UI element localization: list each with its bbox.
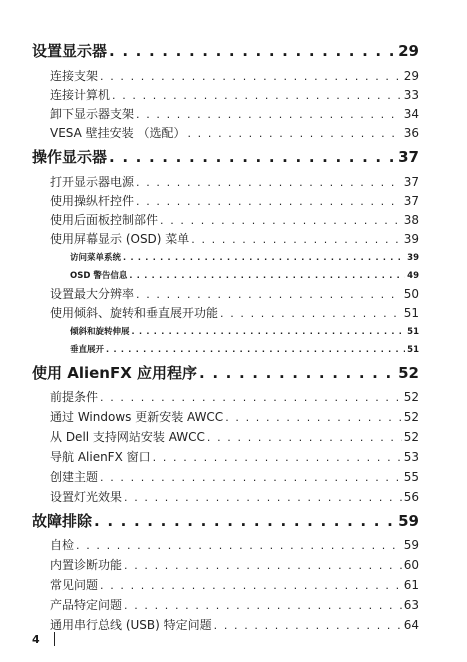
toc-entry-title: 故障排除 xyxy=(32,512,93,530)
leader-dots xyxy=(100,391,402,404)
page-number: 4 xyxy=(32,632,40,646)
toc-entry-page: 64 xyxy=(403,618,419,632)
toc-entry-section[interactable] xyxy=(32,67,419,84)
toc-entry-section[interactable] xyxy=(32,285,419,302)
leader-dots xyxy=(191,233,401,246)
toc-entry-page: 59 xyxy=(398,512,419,530)
leader-dots xyxy=(160,214,402,227)
leader-dots xyxy=(136,176,402,189)
leader-dots xyxy=(199,364,396,382)
toc-entry-title: 操作显示器 xyxy=(32,148,108,166)
leader-dots xyxy=(136,108,402,121)
toc-entry-page: 61 xyxy=(403,578,419,592)
toc-entry-page: 60 xyxy=(403,558,419,572)
leader-dots xyxy=(132,327,406,336)
leader-dots xyxy=(100,579,402,592)
leader-dots xyxy=(207,431,402,444)
toc-entry-page: 51 xyxy=(407,345,419,355)
toc-entry-page: 53 xyxy=(403,450,419,464)
toc-entry-page: 50 xyxy=(403,287,419,301)
toc-entry-page: 37 xyxy=(403,194,419,208)
toc-entry-title: 通过 Windows 更新安装 AWCC xyxy=(50,410,224,424)
toc-entry-title: 使用操纵杆控件 xyxy=(50,194,135,208)
leader-dots xyxy=(124,559,402,572)
toc-entry-chapter[interactable] xyxy=(32,510,419,531)
toc-entry-section[interactable] xyxy=(32,86,419,103)
toc-entry-section[interactable] xyxy=(32,556,419,573)
toc-entry-title: VESA 壁挂安装 （选配） xyxy=(50,126,186,140)
toc-entry-section[interactable] xyxy=(32,230,419,247)
toc-entry-page: 39 xyxy=(407,253,419,263)
toc-entry-title: 导航 AlienFX 窗口 xyxy=(50,450,151,464)
toc-entry-title: 使用倾斜、旋转和垂直展开功能 xyxy=(50,306,219,320)
toc-entry-title: 设置显示器 xyxy=(32,42,108,60)
toc-entry-section[interactable] xyxy=(32,468,419,485)
toc-entry-title: 自检 xyxy=(50,538,75,552)
toc-entry-page: 33 xyxy=(403,88,419,102)
toc-entry-title: 产品特定问题 xyxy=(50,598,123,612)
footer-divider xyxy=(54,632,55,646)
toc-entry-page: 39 xyxy=(403,232,419,246)
toc-entry-subsection[interactable] xyxy=(32,343,419,355)
toc-entry-page: 55 xyxy=(403,470,419,484)
toc-entry-page: 37 xyxy=(403,175,419,189)
page-footer xyxy=(32,632,55,646)
toc-entry-section[interactable] xyxy=(32,616,419,633)
toc-entry-section[interactable] xyxy=(32,576,419,593)
leader-dots xyxy=(220,307,402,320)
toc-entry-title: 设置灯光效果 xyxy=(50,490,123,504)
toc-entry-page: 51 xyxy=(407,327,419,337)
toc-entry-section[interactable] xyxy=(32,192,419,209)
toc-entry-title: 垂直展开 xyxy=(70,345,105,355)
toc-entry-page: 59 xyxy=(403,538,419,552)
toc-entry-chapter[interactable] xyxy=(32,146,419,167)
leader-dots xyxy=(100,471,402,484)
toc-entry-page: 29 xyxy=(398,42,419,60)
leader-dots xyxy=(187,127,401,140)
toc-entry-page: 52 xyxy=(403,430,419,444)
leader-dots xyxy=(94,512,396,530)
toc-entry-page: 52 xyxy=(398,364,419,382)
toc-entry-subsection[interactable] xyxy=(32,251,419,263)
toc-entry-title: 连接计算机 xyxy=(50,88,111,102)
toc-entry-title: 使用 AlienFX 应用程序 xyxy=(32,364,198,382)
toc-entry-page: 34 xyxy=(403,107,419,121)
toc-entry-subsection[interactable] xyxy=(32,269,419,281)
toc-entry-page: 49 xyxy=(407,271,419,281)
toc-entry-title: 设置最大分辨率 xyxy=(50,287,135,301)
toc-entry-page: 38 xyxy=(403,213,419,227)
toc-entry-title: 使用屏幕显示 (OSD) 菜单 xyxy=(50,232,190,246)
toc-entry-page: 51 xyxy=(403,306,419,320)
leader-dots xyxy=(124,491,402,504)
leader-dots xyxy=(109,148,396,166)
toc-entry-chapter[interactable] xyxy=(32,362,419,383)
toc-entry-section[interactable] xyxy=(32,211,419,228)
toc-entry-section[interactable] xyxy=(32,488,419,505)
toc-entry-page: 63 xyxy=(403,598,419,612)
toc-entry-section[interactable] xyxy=(32,124,419,141)
leader-dots xyxy=(112,89,402,102)
toc-entry-section[interactable] xyxy=(32,408,419,425)
toc-entry-title: 创建主题 xyxy=(50,470,99,484)
leader-dots xyxy=(124,599,402,612)
toc-entry-section[interactable] xyxy=(32,105,419,122)
toc-entry-page: 37 xyxy=(398,148,419,166)
toc-entry-section[interactable] xyxy=(32,388,419,405)
leader-dots xyxy=(153,451,402,464)
toc-entry-subsection[interactable] xyxy=(32,325,419,337)
leader-dots xyxy=(129,271,405,280)
toc-entry-title: 前提条件 xyxy=(50,390,99,404)
toc-entry-chapter[interactable] xyxy=(32,40,419,61)
toc-entry-section[interactable] xyxy=(32,173,419,190)
toc-entry-section[interactable] xyxy=(32,596,419,613)
leader-dots xyxy=(136,195,402,208)
toc-entry-title: 常见问题 xyxy=(50,578,99,592)
leader-dots xyxy=(136,288,402,301)
toc-entry-title: 通用串行总线 (USB) 特定问题 xyxy=(50,618,212,632)
toc-entry-title: OSD 警告信息 xyxy=(70,271,128,281)
leader-dots xyxy=(214,619,402,632)
toc-entry-title: 卸下显示器支架 xyxy=(50,107,135,121)
toc-entry-title: 使用后面板控制部件 xyxy=(50,213,159,227)
toc-entry-title: 内置诊断功能 xyxy=(50,558,123,572)
toc-entry-title: 打开显示器电源 xyxy=(50,175,135,189)
toc-entry-page: 52 xyxy=(403,390,419,404)
toc-entry-page: 56 xyxy=(403,490,419,504)
toc-entry-section[interactable] xyxy=(32,536,419,553)
toc-entry-page: 29 xyxy=(403,69,419,83)
toc-entry-title: 倾斜和旋转伸展 xyxy=(70,327,130,337)
leader-dots xyxy=(123,253,405,262)
leader-dots xyxy=(100,70,402,83)
toc-entry-page: 36 xyxy=(403,126,419,140)
toc-entry-title: 连接支架 xyxy=(50,69,99,83)
toc-entry-section[interactable] xyxy=(32,304,419,321)
toc-entry-section[interactable] xyxy=(32,428,419,445)
toc-entry-section[interactable] xyxy=(32,448,419,465)
toc-entry-page: 52 xyxy=(403,410,419,424)
toc-entry-title: 从 Dell 支持网站安装 AWCC xyxy=(50,430,205,444)
toc-entry-title: 访问菜单系统 xyxy=(70,253,122,263)
leader-dots xyxy=(76,539,402,552)
leader-dots xyxy=(106,345,405,354)
leader-dots xyxy=(109,42,396,60)
leader-dots xyxy=(225,411,402,424)
